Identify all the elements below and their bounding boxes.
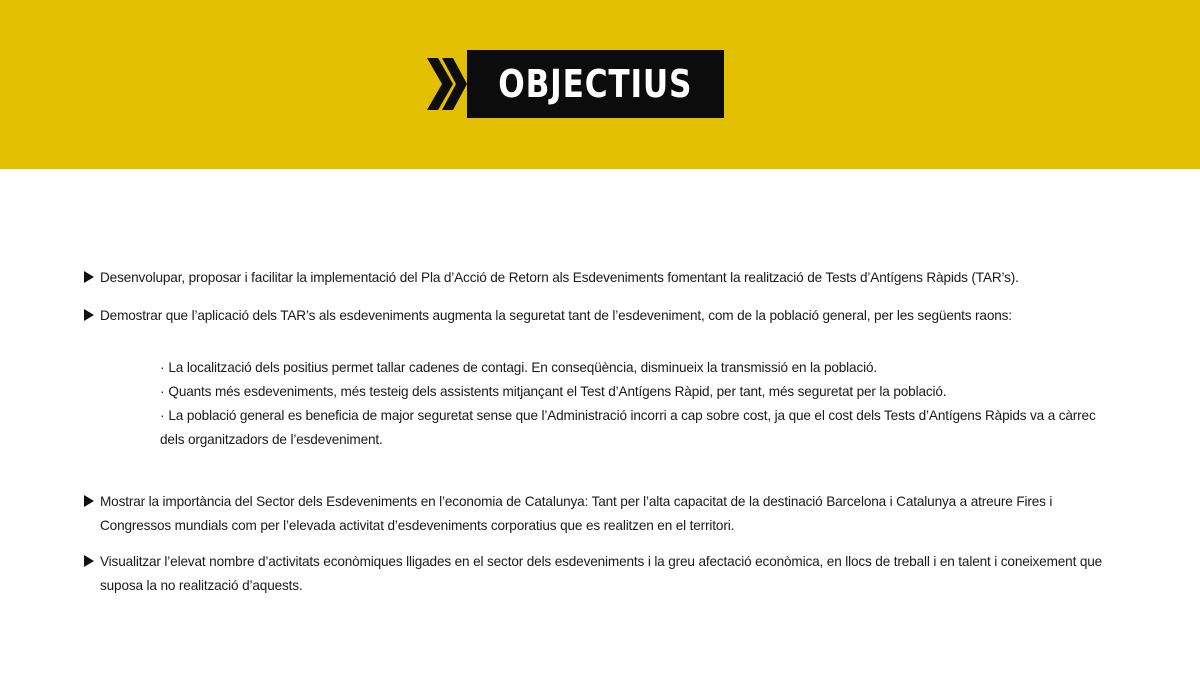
triangle-bullet-icon xyxy=(84,555,94,567)
reason-item xyxy=(160,356,1100,380)
objective-text: Visualitzar l’elevat nombre d’activitats econòmiques lligades en el sector dels esdeveniments i la greu afectació econòmica, en llocs de treball i en talent i coneixement que suposa la no realització d’aquests. xyxy=(100,554,1103,593)
objective-text: Mostrar la importància del Sector dels Esdeveniments en l’economia de Catalunya: Tant per l’alta capacitat de la destinació Barcelona i Catalunya a atreure Fires i Congressos mundials com per l’elevada activitat d’esdeveniments corporatius que es realitzen en el territori. xyxy=(100,494,1053,533)
header-band xyxy=(0,0,1200,169)
reason-text: La població general es beneficia de major seguretat sense que l’Administració incorri a cap sobre cost, ja que el cost dels Tests d’Antígens Ràpids va a càrrec dels organitzadors de l’esdeveniment. xyxy=(160,408,1096,447)
objective-item xyxy=(84,550,1124,598)
double-chevron-right-icon xyxy=(427,58,467,110)
objective-item xyxy=(84,490,1124,538)
title-group xyxy=(427,50,724,118)
reason-marker: · xyxy=(160,384,165,399)
triangle-bullet-icon xyxy=(84,309,94,321)
reason-marker: · xyxy=(160,408,165,423)
reason-item xyxy=(160,380,1100,404)
objective-item xyxy=(84,304,1124,328)
reason-text: La localització dels positius permet tallar cadenes de contagi. En conseqüència, disminueix la transmissió en la població. xyxy=(168,360,878,375)
reasons-list xyxy=(160,356,1100,452)
reason-marker: · xyxy=(160,360,165,375)
reason-item xyxy=(160,404,1100,452)
page-title xyxy=(467,50,724,118)
page-title-text: OBJECTIUS xyxy=(498,62,693,106)
triangle-bullet-icon xyxy=(84,495,94,507)
objective-item xyxy=(84,266,1124,290)
objectives-list xyxy=(84,266,1124,598)
objective-text: Desenvolupar, proposar i facilitar la implementació del Pla d’Acció de Retorn als Esdeveniments fomentant la realització de Tests d’Antígens Ràpids (TAR’s). xyxy=(100,270,1019,285)
triangle-bullet-icon xyxy=(84,271,94,283)
reason-text: Quants més esdeveniments, més testeig dels assistents mitjançant el Test d’Antígens Ràpid, per tant, més seguretat per la població. xyxy=(168,384,947,399)
objective-text: Demostrar que l’aplicació dels TAR’s als esdeveniments augmenta la seguretat tant de l’esdeveniment, com de la població general, per les següents raons: xyxy=(100,308,1012,323)
